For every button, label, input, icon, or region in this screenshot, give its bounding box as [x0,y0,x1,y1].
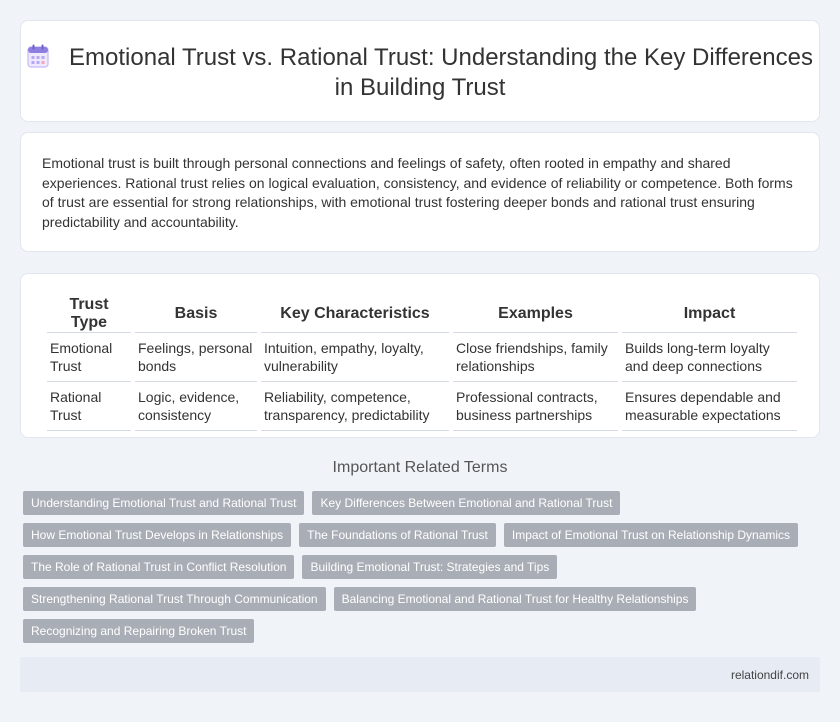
table-cell: Close friendships, family relationships [453,333,618,382]
table-cell: Builds long-term loyalty and deep connections [622,333,797,382]
table-cell: Feelings, personal bonds [135,333,257,382]
summary-text: Emotional trust is built through personal connections and feelings of safety, often rooted in empathy and shared experiences. Rational trust relies on logical evaluation, consistency, and evidence of reliability or competence. Both forms of trust are essential for strong relationships, with emotional trust fostering deeper bonds and rational trust ensuring predictability and accountability. [42,155,793,230]
table-cell: Professional contracts, business partnerships [453,382,618,431]
header-card [20,20,820,122]
tag-row [23,619,803,651]
table-cell: Reliability, competence, transparency, predictability [261,382,449,431]
table-header: Impact [622,296,797,333]
related-term-link[interactable]: How Emotional Trust Develops in Relationships [23,523,291,547]
related-term-link[interactable]: The Role of Rational Trust in Conflict Resolution [23,555,294,579]
comparison-table-card [20,273,820,438]
table-cell: Ensures dependable and measurable expectations [622,382,797,431]
comparison-table [43,296,801,431]
tag-row [23,587,803,619]
summary-card [20,132,820,252]
footer-bar [20,657,820,692]
table-header: Trust Type [47,296,131,333]
table-cell: Logic, evidence, consistency [135,382,257,431]
table-header-row [47,296,797,333]
related-term-link[interactable]: Balancing Emotional and Rational Trust for Healthy Relationships [334,587,697,611]
page-title: Emotional Trust vs. Rational Trust: Understanding the Key Differences in Building Trust [69,44,813,101]
table-cell: Rational Trust [47,382,131,431]
table-cell: Intuition, empathy, loyalty, vulnerability [261,333,449,382]
footer-site-link[interactable]: relationdif.com [730,668,809,682]
related-term-link[interactable]: The Foundations of Rational Trust [299,523,496,547]
related-term-link[interactable]: Strengthening Rational Trust Through Communication [23,587,326,611]
related-term-link[interactable]: Building Emotional Trust: Strategies and Tips [302,555,557,579]
tag-row [23,555,803,587]
related-term-link[interactable]: Understanding Emotional Trust and Rational Trust [23,491,304,515]
table-header: Key Characteristics [261,296,449,333]
tag-row [23,491,803,523]
related-terms-list [23,491,803,651]
page-title-wrap [21,43,819,103]
related-term-link[interactable]: Recognizing and Repairing Broken Trust [23,619,254,643]
table-header: Examples [453,296,618,333]
table-row [47,333,797,382]
tag-row [23,523,803,555]
table-row [47,382,797,431]
table-cell: Emotional Trust [47,333,131,382]
related-term-link[interactable]: Key Differences Between Emotional and Rational Trust [312,491,620,515]
table-header: Basis [135,296,257,333]
calendar-icon [27,44,49,68]
related-terms-heading: Important Related Terms [332,459,508,476]
related-term-link[interactable]: Impact of Emotional Trust on Relationship Dynamics [504,523,798,547]
